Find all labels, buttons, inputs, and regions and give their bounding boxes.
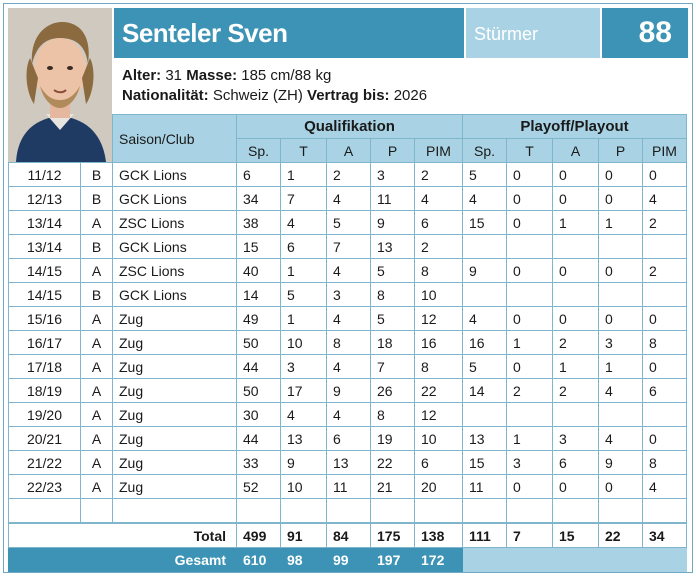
playoff-stat-cell (553, 499, 599, 524)
qual-stat-cell: 38 (237, 211, 281, 235)
season-cell: 16/17 (9, 331, 81, 355)
qual-stat-cell: 19 (371, 427, 415, 451)
gesamt-empty-cell (507, 548, 553, 572)
league-cell: A (81, 211, 113, 235)
club-cell: Zug (113, 331, 237, 355)
club-cell: Zug (113, 427, 237, 451)
playoff-stat-cell (643, 499, 687, 524)
table-row (9, 355, 687, 379)
table-row (9, 331, 687, 355)
qual-stat-cell: 8 (371, 403, 415, 427)
total-playoff-cell: 111 (463, 523, 507, 548)
header-row-groups (9, 115, 687, 139)
age-label: Alter: (122, 67, 162, 84)
qual-stat-cell: 30 (237, 403, 281, 427)
playoff-stat-cell (463, 403, 507, 427)
qual-stat-cell: 33 (237, 451, 281, 475)
season-cell: 19/20 (9, 403, 81, 427)
season-cell: 15/16 (9, 307, 81, 331)
playoff-stat-cell: 0 (599, 307, 643, 331)
playoff-stat-cell: 0 (507, 211, 553, 235)
table-row (9, 403, 687, 427)
playoff-stat-cell: 6 (643, 379, 687, 403)
name-banner (114, 8, 464, 58)
club-cell: Zug (113, 475, 237, 499)
playoff-stat-cell (507, 235, 553, 259)
qual-stat-cell: 11 (327, 475, 371, 499)
qual-stat-cell: 2 (415, 235, 463, 259)
playoff-stat-cell: 0 (599, 259, 643, 283)
playoff-stat-cell (463, 235, 507, 259)
playoff-col-header: Sp. (463, 139, 507, 163)
player-name: Senteler Sven (122, 18, 288, 48)
qual-stat-cell: 50 (237, 331, 281, 355)
qual-stat-cell: 50 (237, 379, 281, 403)
playoff-stat-cell (553, 403, 599, 427)
table-row (9, 427, 687, 451)
qual-stat-cell: 4 (327, 307, 371, 331)
playoff-stat-cell (507, 499, 553, 524)
playoff-stat-cell: 1 (507, 331, 553, 355)
qual-stat-cell: 34 (237, 187, 281, 211)
playoff-stat-cell: 15 (463, 211, 507, 235)
league-cell: A (81, 379, 113, 403)
playoff-stat-cell: 13 (463, 427, 507, 451)
qual-stat-cell: 5 (281, 283, 327, 307)
qual-stat-cell: 22 (371, 451, 415, 475)
club-cell (113, 499, 237, 524)
season-cell: 12/13 (9, 187, 81, 211)
playoff-stat-cell: 1 (553, 211, 599, 235)
table-row (9, 211, 687, 235)
nationality-label: Nationalität: (122, 87, 209, 104)
playoff-stat-cell: 4 (643, 475, 687, 499)
total-playoff-cell: 15 (553, 523, 599, 548)
playoff-stat-cell: 4 (463, 307, 507, 331)
qual-stat-cell: 6 (237, 163, 281, 187)
total-qual-cell: 138 (415, 523, 463, 548)
gesamt-empty-cell (463, 548, 507, 572)
season-cell: 11/12 (9, 163, 81, 187)
qual-stat-cell: 44 (237, 355, 281, 379)
qual-stat-cell: 6 (327, 427, 371, 451)
season-cell: 18/19 (9, 379, 81, 403)
gesamt-empty-cell (643, 548, 687, 572)
playoff-stat-cell: 9 (599, 451, 643, 475)
playoff-stat-cell: 0 (553, 475, 599, 499)
gesamt-qual-cell: 610 (237, 548, 281, 572)
club-cell: GCK Lions (113, 163, 237, 187)
qual-stat-cell: 7 (371, 355, 415, 379)
qual-stat-cell: 2 (327, 163, 371, 187)
club-cell: Zug (113, 403, 237, 427)
playoff-stat-cell: 0 (553, 163, 599, 187)
contract-value: 2026 (389, 87, 428, 104)
qual-stat-cell: 8 (327, 331, 371, 355)
playoff-stat-cell: 5 (463, 163, 507, 187)
playoff-stat-cell (599, 403, 643, 427)
club-cell: GCK Lions (113, 283, 237, 307)
qual-stat-cell: 5 (371, 307, 415, 331)
qual-stat-cell: 6 (415, 211, 463, 235)
qual-stat-cell: 21 (371, 475, 415, 499)
playoff-col-header: P (599, 139, 643, 163)
playoff-stat-cell: 2 (553, 331, 599, 355)
player-info (122, 66, 427, 106)
total-qual-cell: 499 (237, 523, 281, 548)
qual-col-header: PIM (415, 139, 463, 163)
playoff-stat-cell: 0 (553, 307, 599, 331)
qual-stat-cell: 16 (415, 331, 463, 355)
qual-stat-cell (281, 499, 327, 524)
qual-stat-cell: 9 (327, 379, 371, 403)
playoff-stat-cell: 8 (643, 451, 687, 475)
qual-stat-cell: 11 (371, 187, 415, 211)
playoff-stat-cell: 0 (507, 355, 553, 379)
playoff-stat-cell: 0 (643, 427, 687, 451)
playoff-stat-cell (643, 403, 687, 427)
stats-table-wrapper (8, 114, 687, 572)
league-cell: A (81, 403, 113, 427)
playoff-stat-cell (507, 283, 553, 307)
gesamt-qual-cell: 172 (415, 548, 463, 572)
qual-stat-cell (371, 499, 415, 524)
qual-stat-cell: 3 (371, 163, 415, 187)
playoff-stat-cell: 9 (463, 259, 507, 283)
table-row (9, 475, 687, 499)
playoff-stat-cell: 1 (599, 355, 643, 379)
playoff-stat-cell (507, 403, 553, 427)
qual-stat-cell: 10 (415, 283, 463, 307)
jersey-number: 88 (638, 16, 672, 49)
stats-table (8, 114, 687, 572)
league-cell: B (81, 235, 113, 259)
playoff-stat-cell (643, 283, 687, 307)
qual-col-header: Sp. (237, 139, 281, 163)
playoff-stat-cell: 2 (553, 379, 599, 403)
qual-stat-cell: 4 (327, 187, 371, 211)
table-row (9, 307, 687, 331)
total-qual-cell: 175 (371, 523, 415, 548)
playoff-stat-cell: 0 (599, 187, 643, 211)
season-cell: 13/14 (9, 235, 81, 259)
playoff-stat-cell: 0 (507, 307, 553, 331)
qual-stat-cell: 10 (281, 331, 327, 355)
league-cell: A (81, 451, 113, 475)
club-cell: ZSC Lions (113, 211, 237, 235)
qual-stat-cell: 7 (281, 187, 327, 211)
qual-stat-cell: 12 (415, 307, 463, 331)
playoff-stat-cell: 0 (507, 187, 553, 211)
playoff-stat-cell: 1 (599, 211, 643, 235)
qual-stat-cell: 17 (281, 379, 327, 403)
qual-stat-cell: 3 (281, 355, 327, 379)
table-row (9, 379, 687, 403)
playoff-stat-cell: 14 (463, 379, 507, 403)
qual-stat-cell: 8 (371, 283, 415, 307)
total-playoff-cell: 34 (643, 523, 687, 548)
season-cell: 14/15 (9, 259, 81, 283)
info-line-1 (122, 66, 427, 86)
qual-stat-cell: 4 (415, 187, 463, 211)
playoff-stat-cell: 2 (507, 379, 553, 403)
club-cell: GCK Lions (113, 235, 237, 259)
playoff-stat-cell: 15 (463, 451, 507, 475)
table-row (9, 235, 687, 259)
qual-stat-cell: 12 (415, 403, 463, 427)
league-cell: B (81, 163, 113, 187)
total-label: Total (9, 523, 237, 548)
playoff-stat-cell (599, 235, 643, 259)
gesamt-label: Gesamt (9, 548, 237, 572)
info-line-2 (122, 86, 427, 106)
size-value: 185 cm/88 kg (237, 67, 332, 84)
season-cell: 21/22 (9, 451, 81, 475)
table-row (9, 259, 687, 283)
qual-stat-cell: 13 (281, 427, 327, 451)
position-banner (466, 8, 600, 58)
league-cell: B (81, 187, 113, 211)
qual-stat-cell: 18 (371, 331, 415, 355)
qual-stat-cell: 20 (415, 475, 463, 499)
club-cell: ZSC Lions (113, 259, 237, 283)
total-qual-cell: 91 (281, 523, 327, 548)
league-cell: A (81, 307, 113, 331)
gesamt-empty-cell (553, 548, 599, 572)
gesamt-empty-cell (599, 548, 643, 572)
qual-stat-cell: 1 (281, 163, 327, 187)
playoff-stat-cell (553, 283, 599, 307)
qual-stat-cell: 7 (327, 235, 371, 259)
playoff-col-header: A (553, 139, 599, 163)
playoff-stat-cell: 5 (463, 355, 507, 379)
playoff-stat-cell (463, 499, 507, 524)
season-cell (9, 499, 81, 524)
gesamt-qual-cell: 99 (327, 548, 371, 572)
league-cell: B (81, 283, 113, 307)
gesamt-row (9, 548, 687, 572)
playoff-stat-cell: 3 (507, 451, 553, 475)
league-cell (81, 499, 113, 524)
playoff-stat-cell (599, 283, 643, 307)
stats-body (9, 163, 687, 572)
size-label: Masse: (186, 67, 238, 84)
qual-stat-cell: 2 (415, 163, 463, 187)
qual-stat-cell: 13 (327, 451, 371, 475)
league-cell: A (81, 427, 113, 451)
club-cell: GCK Lions (113, 187, 237, 211)
qualifikation-header: Qualifikation (237, 115, 463, 139)
qual-stat-cell: 1 (281, 259, 327, 283)
qual-stat-cell: 6 (281, 235, 327, 259)
qual-stat-cell (415, 499, 463, 524)
season-cell: 20/21 (9, 427, 81, 451)
qual-stat-cell: 5 (327, 211, 371, 235)
playoff-stat-cell: 6 (553, 451, 599, 475)
playoff-stat-cell: 4 (643, 187, 687, 211)
playoff-col-header: PIM (643, 139, 687, 163)
qual-col-header: A (327, 139, 371, 163)
qual-stat-cell: 9 (371, 211, 415, 235)
playoff-stat-cell: 4 (599, 427, 643, 451)
playoff-stat-cell: 4 (463, 187, 507, 211)
number-banner (602, 8, 688, 58)
playoff-stat-cell: 4 (599, 379, 643, 403)
player-card (3, 3, 693, 573)
club-cell: Zug (113, 355, 237, 379)
playoff-stat-cell (599, 499, 643, 524)
qual-stat-cell: 8 (415, 259, 463, 283)
qual-stat-cell: 40 (237, 259, 281, 283)
table-row (9, 187, 687, 211)
qual-stat-cell: 4 (327, 403, 371, 427)
qual-stat-cell: 6 (415, 451, 463, 475)
season-cell: 13/14 (9, 211, 81, 235)
playoff-stat-cell: 3 (553, 427, 599, 451)
table-row (9, 499, 687, 524)
playoff-stat-cell: 0 (553, 259, 599, 283)
qual-stat-cell (327, 499, 371, 524)
qual-stat-cell: 22 (415, 379, 463, 403)
league-cell: A (81, 475, 113, 499)
photo-spacer (9, 115, 113, 163)
playoff-stat-cell: 0 (599, 475, 643, 499)
qual-stat-cell: 44 (237, 427, 281, 451)
qual-stat-cell: 4 (327, 259, 371, 283)
qual-stat-cell: 9 (281, 451, 327, 475)
playoff-stat-cell: 0 (643, 307, 687, 331)
playoff-stat-cell: 0 (599, 163, 643, 187)
playoff-stat-cell (643, 235, 687, 259)
gesamt-qual-cell: 197 (371, 548, 415, 572)
player-position: Stürmer (474, 24, 539, 44)
club-cell: Zug (113, 379, 237, 403)
qual-stat-cell: 10 (281, 475, 327, 499)
qual-stat-cell: 1 (281, 307, 327, 331)
contract-label: Vertrag bis: (307, 87, 390, 104)
season-cell: 22/23 (9, 475, 81, 499)
playoff-stat-cell: 1 (553, 355, 599, 379)
league-cell: A (81, 259, 113, 283)
league-cell: A (81, 331, 113, 355)
total-playoff-cell: 7 (507, 523, 553, 548)
playoff-stat-cell: 2 (643, 259, 687, 283)
playoff-stat-cell: 0 (553, 187, 599, 211)
qual-stat-cell: 4 (327, 355, 371, 379)
playoff-stat-cell: 0 (507, 259, 553, 283)
qual-stat-cell: 13 (371, 235, 415, 259)
playoff-col-header: T (507, 139, 553, 163)
playoff-stat-cell: 2 (643, 211, 687, 235)
qual-col-header: T (281, 139, 327, 163)
age-value: 31 (161, 67, 187, 84)
table-row (9, 163, 687, 187)
total-qual-cell: 84 (327, 523, 371, 548)
table-row (9, 451, 687, 475)
table-row (9, 283, 687, 307)
qual-stat-cell: 5 (371, 259, 415, 283)
gesamt-qual-cell: 98 (281, 548, 327, 572)
qual-stat-cell: 14 (237, 283, 281, 307)
playoff-stat-cell (463, 283, 507, 307)
qual-stat-cell: 49 (237, 307, 281, 331)
playoff-stat-cell: 0 (643, 355, 687, 379)
total-row (9, 523, 687, 548)
qual-stat-cell: 26 (371, 379, 415, 403)
playoff-stat-cell: 0 (643, 163, 687, 187)
qual-stat-cell: 4 (281, 403, 327, 427)
playoff-stat-cell: 3 (599, 331, 643, 355)
season-cell: 14/15 (9, 283, 81, 307)
qual-stat-cell (237, 499, 281, 524)
qual-stat-cell: 8 (415, 355, 463, 379)
playoff-stat-cell: 0 (507, 475, 553, 499)
playoff-stat-cell: 1 (507, 427, 553, 451)
playoff-stat-cell: 8 (643, 331, 687, 355)
qual-stat-cell: 10 (415, 427, 463, 451)
club-cell: Zug (113, 307, 237, 331)
playoff-stat-cell (553, 235, 599, 259)
saison-club-header: Saison/Club (113, 115, 237, 163)
qual-stat-cell: 15 (237, 235, 281, 259)
playoff-header: Playoff/Playout (463, 115, 687, 139)
playoff-stat-cell: 16 (463, 331, 507, 355)
qual-stat-cell: 3 (327, 283, 371, 307)
qual-stat-cell: 4 (281, 211, 327, 235)
qual-stat-cell: 52 (237, 475, 281, 499)
playoff-stat-cell: 11 (463, 475, 507, 499)
total-playoff-cell: 22 (599, 523, 643, 548)
season-cell: 17/18 (9, 355, 81, 379)
nationality-value: Schweiz (ZH) (208, 87, 308, 104)
league-cell: A (81, 355, 113, 379)
playoff-stat-cell: 0 (507, 163, 553, 187)
qual-col-header: P (371, 139, 415, 163)
club-cell: Zug (113, 451, 237, 475)
